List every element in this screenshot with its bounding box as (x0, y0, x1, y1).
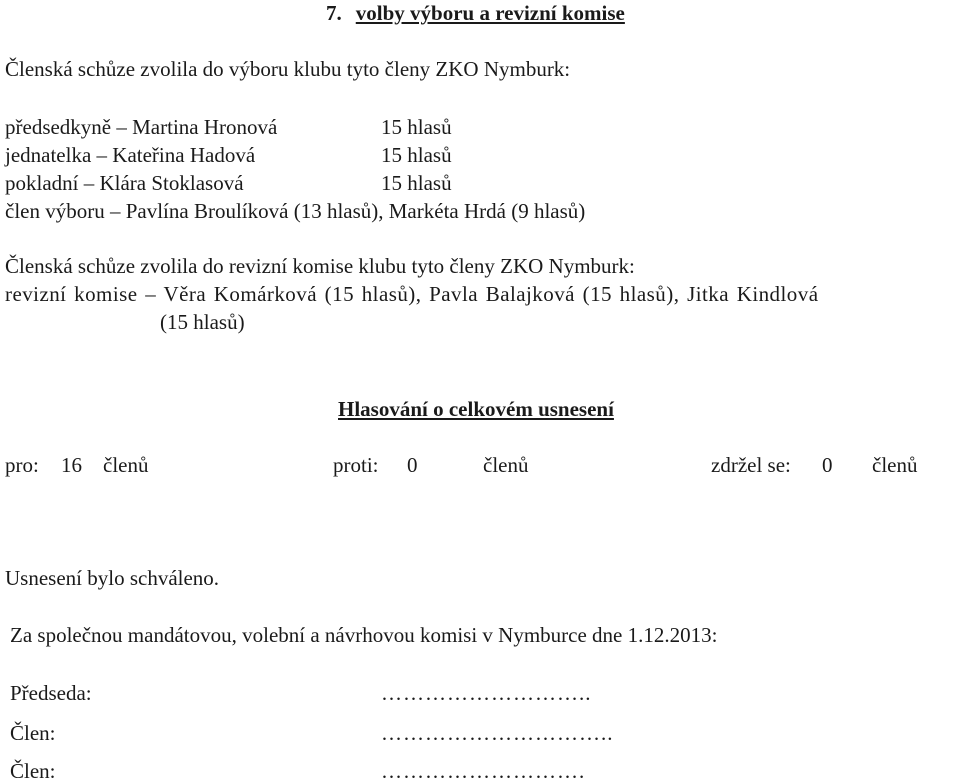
member-chair: předsedkyně – Martina Hronová (5, 115, 278, 139)
vote-heading: Hlasování o celkovém usnesení (338, 397, 614, 421)
section-number: 7. (326, 1, 342, 25)
audit-intro: Členská schůze zvolila do revizní komise klubu tyto členy ZKO Nymburk: (5, 254, 635, 278)
abstain-unit: členů (872, 453, 918, 477)
committee-member-line: člen výboru – Pavlína Broulíková (13 hlasů), Markéta Hrdá (9 hlasů) (5, 199, 586, 223)
against-label: proti: (333, 453, 379, 477)
against-count: 0 (407, 453, 418, 477)
member-treasurer-votes: 15 hlasů (381, 171, 452, 195)
section-heading (326, 0, 625, 26)
member-treasurer: pokladní – Klára Stoklasová (5, 171, 244, 195)
abstain-label: zdržel se: (711, 453, 791, 477)
against-unit: členů (483, 453, 529, 477)
signature-member-2-label: Člen: (10, 759, 56, 783)
commission-line: Za společnou mandátovou, volební a návrhovou komisi v Nymburce dne 1.12.2013: (10, 623, 718, 647)
pro-label: pro: (5, 453, 39, 477)
signature-member-1-label: Člen: (10, 721, 56, 745)
member-secretary: jednatelka – Kateřina Hadová (5, 143, 256, 167)
committee-intro: Členská schůze zvolila do výboru klubu tyto členy ZKO Nymburk: (5, 57, 571, 81)
pro-count: 16 (61, 453, 82, 477)
section-title: volby výboru a revizní komise (355, 1, 625, 25)
pro-unit: členů (103, 453, 149, 477)
signature-member-1-line: ………………………….. (381, 721, 614, 745)
member-chair-votes: 15 hlasů (381, 115, 452, 139)
audit-line-1: revizní komise – Věra Komárková (15 hlasů), Pavla Balajková (15 hlasů), Jitka Kindlová (5, 282, 819, 306)
signature-chair-line: ……………………….. (381, 681, 592, 705)
abstain-count: 0 (822, 453, 833, 477)
member-secretary-votes: 15 hlasů (381, 143, 452, 167)
approval-text: Usnesení bylo schváleno. (5, 566, 220, 590)
signature-chair-label: Předseda: (10, 681, 92, 705)
signature-member-2-line: ………………………. (381, 759, 586, 783)
audit-line-2: (15 hlasů) (160, 310, 245, 334)
